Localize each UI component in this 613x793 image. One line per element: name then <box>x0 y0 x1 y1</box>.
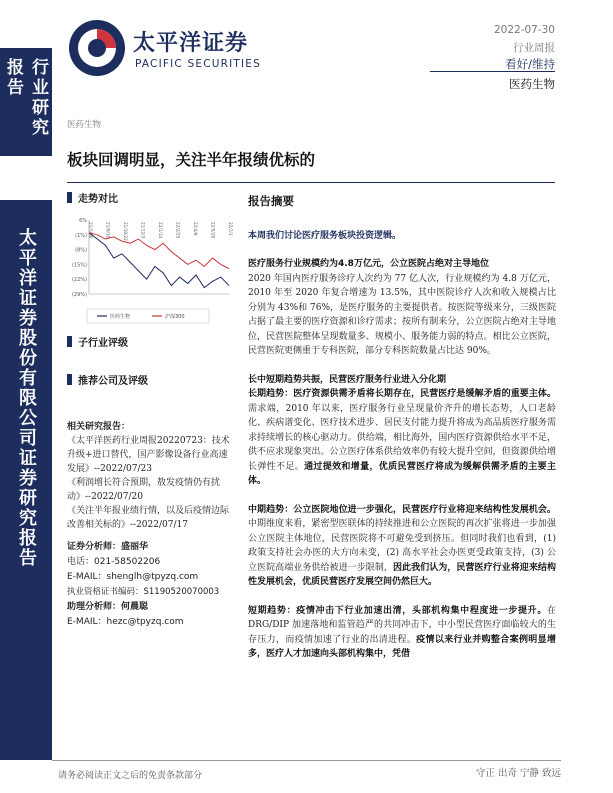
section-marker-icon <box>67 374 72 385</box>
sidebar-top-text: 行业研究报告 <box>3 58 48 138</box>
meta-divider <box>430 71 555 72</box>
summary-paragraph-1 <box>248 257 556 359</box>
p3-tail: 因此我们认为，民营医疗行业将迎来结构性发展机会，优质民营医疗发展空间仍然巨大。 <box>248 562 556 587</box>
x-tick-label: 21/7/30 <box>88 222 93 239</box>
p4-tail: 疫情以来行业并购整合案例明显增多，医疗人才加速向头部机构集中，凭借 <box>248 634 556 659</box>
footer-disclaimer: 请务必阅读正文之后的免责条款部分 <box>58 771 203 781</box>
industry-rating: 看好/维持 <box>505 57 555 71</box>
analyst-email[interactable]: E-MAIL：shenglh@tpyzq.com <box>67 572 199 582</box>
left-column <box>67 190 232 205</box>
recommend-heading-label: 推荐公司及评级 <box>78 376 148 387</box>
y-tick-label: (29%) <box>71 292 87 298</box>
sidebar-top-band <box>0 48 52 156</box>
summary-column <box>248 190 556 662</box>
p2-tail: 通过提效和增量，优质民营医疗将成为缓解供需矛盾的主要主体。 <box>248 461 556 486</box>
logo-emblem-icon <box>67 18 127 78</box>
y-tick-label: 6% <box>79 218 87 224</box>
p1-body: 2020 年国内医疗服务诊疗人次约为 77 亿人次，行业规模约为 4.8 万亿元，2010 年至 2020 年复合增速为 13.5%，其中医院诊疗人次和收入规模占比分别为 43%和 76%，是医疗服务的主要提供者。按医院等级来分，三级医院占据了最主要的医疗资源和诊疗需求；按所有制来分，公立医院占绝对主导地位，民营医院整体呈现数量多、规模小、服务能力弱的特点。相比公立医院，民营医院更侧重于专科医院，部分专科医院数量占比达 90%。 <box>248 273 556 356</box>
title-divider <box>67 182 555 183</box>
legend-label: 医药生物 <box>110 314 131 320</box>
sidebar-bottom-band <box>0 200 52 760</box>
summary-intro: 本周我们讨论医疗服务板块投资逻辑。 <box>248 230 402 241</box>
sub-rating-heading <box>67 334 128 349</box>
x-tick-label: 21/10/22 <box>123 222 128 241</box>
sub-rating-heading-label: 子行业评级 <box>78 338 128 349</box>
legend-label: 沪深300 <box>165 314 185 320</box>
p4-lead: 短期趋势：疫情冲击下行业加速出清，头部机构集中程度进一步提升。 <box>248 605 547 616</box>
assistant-label: 助理分析师： <box>67 602 122 612</box>
p3-body: 中期维度来看，紧密型医联体的持续推进和公立医院的再次扩张将进一步加强公立医院主体地位，民营医院将不可避免受到挤压。但同时我们也看到，(1) 政策支持社会办医的大方向未变，(2) 高水平社会办医更受政策支持，(3) 公立医院高端业务供给被进一步限制， <box>248 519 556 573</box>
logo-english-name: PACIFIC SECURITIES <box>135 58 262 70</box>
related-report-item[interactable]: 《太平洋医药行业周报20220723：技术升级+进口替代，国产影像设备行业高速发展》--2022/07/23 <box>67 436 230 474</box>
assistant-email[interactable]: E-MAIL：hezc@tpyzq.com <box>67 617 184 627</box>
p1-heading: 医疗服务行业规模约为4.8万亿元，公立医院占绝对主导地位 <box>248 259 489 269</box>
y-tick-label: (15%) <box>71 262 87 269</box>
recommend-heading <box>67 372 148 387</box>
related-reports-label: 相关研究报告： <box>67 422 131 432</box>
industry-name: 医药生物 <box>509 77 555 91</box>
assistant-name: 何晨聪 <box>121 602 149 612</box>
analyst-block <box>67 540 232 630</box>
footer-divider <box>52 760 561 761</box>
section-marker-icon <box>67 336 72 347</box>
p2-lead: 长期趋势：医疗资源供需矛盾将长期存在，民营医疗是缓解矛盾的重要主体。 <box>248 389 556 399</box>
analyst-label: 证券分析师： <box>67 542 122 552</box>
sub-rating-section <box>67 334 128 349</box>
related-reports <box>67 420 232 630</box>
x-tick-label: 22/2/25 <box>175 222 181 239</box>
x-tick-label: 21/12/3 <box>140 222 146 239</box>
analyst-name: 盛丽华 <box>121 542 149 552</box>
footer-motto: 守正 出奇 宁静 致远 <box>475 768 561 779</box>
report-date: 2022-07-30 <box>493 24 555 36</box>
analyst-phone: 电话：021-58502206 <box>67 557 161 567</box>
trend-heading-label: 走势对比 <box>78 194 118 205</box>
summary-heading: 报告摘要 <box>248 194 294 208</box>
report-type: 行业周报 <box>513 42 555 54</box>
related-report-item[interactable]: 《利润增长符合预期，敖发疫情仍有扰动》--2022/07/20 <box>67 478 221 502</box>
recommend-section <box>67 372 148 387</box>
related-report-item[interactable]: 《关注半年报业绩行情，以及后疫情边际改善相关标的》--2022/07/17 <box>67 506 230 530</box>
p3-lead: 中期趋势：公立医院地位进一步强化，民营医疗行业将迎来结构性发展机会。 <box>248 504 556 515</box>
sidebar-bottom-text: 太平洋证券股份有限公司证券研究报告 <box>16 228 37 568</box>
breadcrumb: 医药生物 <box>67 120 102 130</box>
x-tick-label: 22/5/20 <box>210 222 216 239</box>
y-tick-label: (1%) <box>75 232 87 239</box>
x-tick-label: 22/1/14 <box>158 222 163 239</box>
page-title: 板块回调明显，关注半年报绩优标的 <box>67 151 316 169</box>
trend-chart <box>67 212 235 327</box>
section-marker-icon <box>67 192 72 203</box>
logo-chinese-name: 太平洋证券 <box>133 31 249 56</box>
series-line-1 <box>89 233 229 288</box>
p2-body: 需求端，2010 年以来，医疗服务行业呈现量价齐升的增长态势，人口老龄化、疾病谱变化、医疗技术进步、居民支付能力提升将成为高品质医疗服务需求持续增长的核心驱动力。供给端，相比海外，国内医疗资源供给水平不足，供不应求现象突出。公立医疗体系供给效率仍有较大提升空间，但资源供给增长弹性不足。 <box>248 403 556 472</box>
y-tick-label: (22%) <box>71 277 87 284</box>
x-tick-label: 21/9/10 <box>105 222 111 239</box>
p2-heading: 长中短期趋势共振，民营医疗服务行业进入分化期 <box>248 374 447 385</box>
analyst-license: 执业资格证书编码：S1190520070003 <box>67 587 220 597</box>
summary-paragraph-3 <box>248 503 556 590</box>
p4-body: 在 DRG/DIP 加速落地和监管趋严的共同冲击下，中小型民营医疗面临较大的生存压力，而疫情加速了行业的出清进程。 <box>248 605 556 645</box>
company-logo <box>67 18 262 78</box>
summary-paragraph-4 <box>248 604 556 662</box>
x-tick-label: 22/4/8 <box>193 222 198 236</box>
summary-paragraph-2 <box>248 373 556 489</box>
x-tick-label: 22/7/1 <box>228 222 233 236</box>
trend-heading <box>67 190 232 205</box>
y-tick-label: (8%) <box>75 247 87 254</box>
